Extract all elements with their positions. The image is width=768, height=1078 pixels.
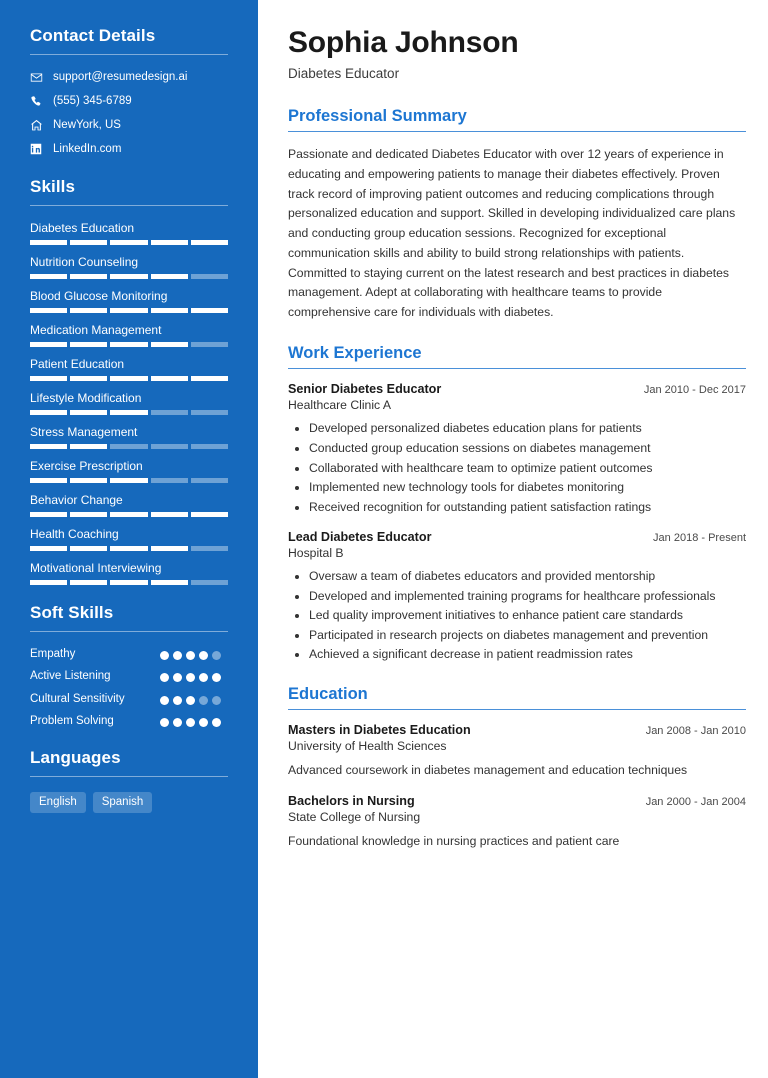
soft-skill-label: Empathy — [30, 647, 76, 660]
skill-bar-segment — [110, 546, 147, 551]
skill-bar-segment — [191, 444, 228, 449]
professional-summary-heading: Professional Summary — [288, 106, 467, 125]
linkedin-icon — [30, 143, 47, 155]
skill-bar-segment — [191, 376, 228, 381]
skill-label: Blood Glucose Monitoring — [30, 288, 168, 303]
skill-bar-segment — [30, 376, 67, 381]
education-entry-description: Advanced coursework in diabetes management and education techniques — [288, 763, 688, 778]
education-entry-degree: Masters in Diabetes Education — [288, 723, 471, 738]
skill-bar-segment — [110, 478, 147, 483]
skill-bar-segment — [151, 376, 188, 381]
skill-bar-segment — [191, 512, 228, 517]
rating-dot — [160, 696, 169, 705]
phone-icon — [30, 95, 47, 108]
contact-item-value: support@resumedesign.ai — [53, 71, 188, 83]
soft-skill-rating — [160, 647, 228, 660]
skill-bar-segment — [191, 546, 228, 551]
rating-dot — [199, 696, 208, 705]
rating-dot — [186, 673, 195, 682]
education-list — [288, 723, 746, 851]
rating-dot — [199, 651, 208, 660]
rating-dot — [160, 718, 169, 727]
work-entry-bullets — [288, 567, 746, 664]
skill-label: Stress Management — [30, 424, 138, 439]
skill-bar-segment — [191, 274, 228, 279]
contact-item-value: LinkedIn.com — [53, 142, 122, 155]
skill-label: Exercise Prescription — [30, 458, 143, 473]
skill-label: Medication Management — [30, 322, 162, 337]
skill-label: Motivational Interviewing — [30, 560, 162, 575]
skill-level-bar — [30, 342, 228, 347]
skill-bar-segment — [151, 546, 188, 551]
skill-item — [30, 493, 228, 517]
skill-bar-segment — [30, 478, 67, 483]
rating-dot — [212, 651, 221, 660]
languages-section — [30, 748, 228, 814]
skill-bar-segment — [110, 410, 147, 415]
work-entry-bullet: • Implemented new technology tools for diabetes monitoring — [309, 478, 746, 497]
education-entry-date: Jan 2000 - Jan 2004 — [645, 796, 746, 809]
rating-dot — [186, 718, 195, 727]
rating-dot — [199, 673, 208, 682]
skill-bar-segment — [191, 478, 228, 483]
skill-bar-segment — [151, 580, 188, 585]
contact-details-heading: Contact Details — [30, 26, 156, 45]
skill-level-bar — [30, 308, 228, 313]
skill-item — [30, 561, 228, 585]
work-entry-organization: Healthcare Clinic A — [288, 398, 391, 413]
work-entry-date: Jan 2018 - Present — [653, 532, 746, 545]
skill-bar-segment — [110, 512, 147, 517]
work-entry-bullet: • Received recognition for outstanding patient satisfaction ratings — [309, 498, 746, 517]
work-entry-bullet: • Oversaw a team of diabetes educators and provided mentorship — [309, 567, 746, 586]
skill-item — [30, 391, 228, 415]
candidate-job-title: Diabetes Educator — [288, 65, 400, 81]
skill-bar-segment — [30, 240, 67, 245]
skill-bar-segment — [30, 546, 67, 551]
soft-skill-item — [30, 647, 228, 663]
skill-bar-segment — [70, 342, 107, 347]
contact-item-value: (555) 345-6789 — [53, 94, 132, 107]
skill-bar-segment — [70, 546, 107, 551]
skills-list — [30, 221, 228, 585]
contact-list — [30, 70, 228, 157]
skill-bar-segment — [191, 342, 228, 347]
skill-bar-segment — [110, 580, 147, 585]
education-entry — [288, 794, 746, 851]
rating-dot — [186, 696, 195, 705]
skill-item — [30, 221, 228, 245]
skill-bar-segment — [151, 308, 188, 313]
skill-level-bar — [30, 376, 228, 381]
rating-dot — [173, 718, 182, 727]
language-tag: English — [30, 792, 86, 814]
skill-level-bar — [30, 512, 228, 517]
professional-summary-section — [288, 107, 746, 323]
skill-bar-segment — [70, 240, 107, 245]
skill-item — [30, 425, 228, 449]
contact-item-value: NewYork, US — [53, 118, 121, 131]
work-experience-section — [288, 344, 746, 664]
work-entry — [288, 530, 746, 664]
skill-level-bar — [30, 410, 228, 415]
contact-item[interactable] — [30, 118, 228, 133]
envelope-icon — [30, 71, 47, 84]
soft-skills-heading: Soft Skills — [30, 602, 114, 622]
skill-bar-segment — [151, 444, 188, 449]
sidebar — [0, 0, 258, 1078]
education-entry-header — [288, 794, 746, 808]
contact-details-section — [30, 26, 228, 157]
soft-skill-rating — [160, 669, 228, 682]
skill-item — [30, 527, 228, 551]
skill-bar-segment — [151, 512, 188, 517]
work-entry-bullet: • Developed and implemented training programs for healthcare professionals — [309, 587, 746, 606]
skill-bar-segment — [70, 274, 107, 279]
work-entry-header — [288, 530, 746, 544]
work-entry-bullet: • Achieved a significant decrease in patient readmission rates — [309, 645, 746, 664]
skill-label: Lifestyle Modification — [30, 390, 142, 405]
skill-bar-segment — [30, 308, 67, 313]
skill-bar-segment — [30, 580, 67, 585]
skill-bar-segment — [151, 410, 188, 415]
soft-skill-label: Problem Solving — [30, 715, 114, 728]
skill-bar-segment — [30, 512, 67, 517]
skill-level-bar — [30, 478, 228, 483]
skill-bar-segment — [70, 376, 107, 381]
skill-label: Health Coaching — [30, 526, 119, 541]
soft-skill-label: Cultural Sensitivity — [30, 692, 125, 705]
work-experience-list — [288, 382, 746, 663]
work-entry-title: Senior Diabetes Educator — [288, 382, 442, 397]
skill-bar-segment — [30, 342, 67, 347]
work-entry-bullet: • Participated in research projects on diabetes management and prevention — [309, 626, 746, 645]
languages-divider — [30, 776, 228, 777]
work-entry — [288, 382, 746, 516]
rating-dot — [160, 651, 169, 660]
skills-divider — [30, 205, 228, 206]
skill-bar-segment — [70, 512, 107, 517]
soft-skill-item — [30, 714, 228, 730]
skill-bar-segment — [191, 240, 228, 245]
education-divider — [288, 709, 746, 711]
rating-dot — [212, 718, 221, 727]
education-entry-institution: University of Health Sciences — [288, 739, 447, 754]
work-entry-bullet: • Collaborated with healthcare team to optimize patient outcomes — [309, 459, 746, 478]
skill-bar-segment — [110, 342, 147, 347]
skill-bar-segment — [191, 580, 228, 585]
work-entry-bullet: • Developed personalized diabetes education plans for patients — [309, 419, 746, 438]
skill-bar-segment — [70, 580, 107, 585]
skill-label: Diabetes Education — [30, 220, 135, 235]
work-experience-heading: Work Experience — [288, 343, 422, 362]
skill-level-bar — [30, 546, 228, 551]
skill-bar-segment — [151, 478, 188, 483]
skill-item — [30, 459, 228, 483]
professional-summary-divider — [288, 131, 746, 133]
skill-bar-segment — [70, 444, 107, 449]
rating-dot — [173, 673, 182, 682]
contact-item[interactable] — [30, 70, 228, 85]
contact-divider — [30, 54, 228, 55]
skill-label: Patient Education — [30, 356, 125, 371]
education-entry-degree: Bachelors in Nursing — [288, 794, 415, 809]
skill-item — [30, 289, 228, 313]
education-entry-header — [288, 723, 746, 737]
rating-dot — [173, 651, 182, 660]
skill-bar-segment — [151, 342, 188, 347]
skill-bar-segment — [191, 308, 228, 313]
soft-skill-item — [30, 692, 228, 708]
language-tag: Spanish — [93, 792, 153, 814]
education-heading: Education — [288, 684, 368, 703]
work-entry-bullets — [288, 419, 746, 516]
skills-section — [30, 177, 228, 585]
work-entry-organization: Hospital B — [288, 546, 344, 561]
work-entry-bullet: • Led quality improvement initiatives to enhance patient care standards — [309, 606, 746, 625]
skill-bar-segment — [110, 444, 147, 449]
contact-item[interactable] — [30, 142, 228, 157]
skill-item — [30, 323, 228, 347]
education-entry-date: Jan 2008 - Jan 2010 — [645, 725, 746, 738]
skill-level-bar — [30, 444, 228, 449]
skill-bar-segment — [110, 308, 147, 313]
skill-bar-segment — [70, 308, 107, 313]
skill-bar-segment — [191, 410, 228, 415]
soft-skill-rating — [160, 692, 228, 705]
skill-bar-segment — [151, 240, 188, 245]
skill-level-bar — [30, 240, 228, 245]
rating-dot — [160, 673, 169, 682]
rating-dot — [186, 651, 195, 660]
education-section — [288, 685, 746, 851]
rating-dot — [212, 673, 221, 682]
soft-skills-divider — [30, 631, 228, 632]
soft-skills-list — [30, 647, 228, 730]
education-entry — [288, 723, 746, 780]
skill-bar-segment — [110, 274, 147, 279]
skill-bar-segment — [30, 410, 67, 415]
skill-bar-segment — [110, 240, 147, 245]
education-entry-description: Foundational knowledge in nursing practices and patient care — [288, 834, 620, 849]
work-entry-bullet: • Conducted group education sessions on diabetes management — [309, 439, 746, 458]
work-entry-header — [288, 382, 746, 396]
skills-heading: Skills — [30, 176, 76, 196]
skill-bar-segment — [70, 478, 107, 483]
skill-label: Nutrition Counseling — [30, 254, 139, 269]
work-entry-date: Jan 2010 - Dec 2017 — [643, 384, 746, 397]
rating-dot — [173, 696, 182, 705]
soft-skill-item — [30, 669, 228, 685]
languages-heading: Languages — [30, 747, 121, 767]
contact-item[interactable] — [30, 94, 228, 109]
work-entry-title: Lead Diabetes Educator — [288, 530, 432, 545]
soft-skill-label: Active Listening — [30, 670, 111, 683]
rating-dot — [212, 696, 221, 705]
candidate-name: Sophia Johnson — [288, 26, 519, 59]
rating-dot — [199, 718, 208, 727]
skill-bar-segment — [30, 444, 67, 449]
languages-list — [30, 792, 228, 814]
skill-bar-segment — [70, 410, 107, 415]
skill-bar-segment — [151, 274, 188, 279]
skill-level-bar — [30, 580, 228, 585]
soft-skill-rating — [160, 714, 228, 727]
skill-label: Behavior Change — [30, 492, 123, 507]
main-content — [258, 0, 768, 1078]
soft-skills-section — [30, 603, 228, 730]
skill-bar-segment — [30, 274, 67, 279]
home-icon — [30, 119, 47, 132]
skill-item — [30, 357, 228, 381]
skill-item — [30, 255, 228, 279]
work-experience-divider — [288, 368, 746, 370]
skill-level-bar — [30, 274, 228, 279]
education-entry-institution: State College of Nursing — [288, 810, 421, 825]
professional-summary-text: Passionate and dedicated Diabetes Educator with over 12 years of experience in educating and empowering patients to manage their diabetes effectively. Proven track record of improving patient outcomes and reducing complications through personalized education and support. Skilled in developing individualized care plans and conducting group education sessions. Recognized for exceptional communication skills and ability to build strong relationships with patients. Committed to staying current on the latest research and best practices in diabetes management. Adept at collaborating with healthcare teams to provide comprehensive care for individuals with diabetes. — [288, 147, 736, 320]
skill-bar-segment — [110, 376, 147, 381]
